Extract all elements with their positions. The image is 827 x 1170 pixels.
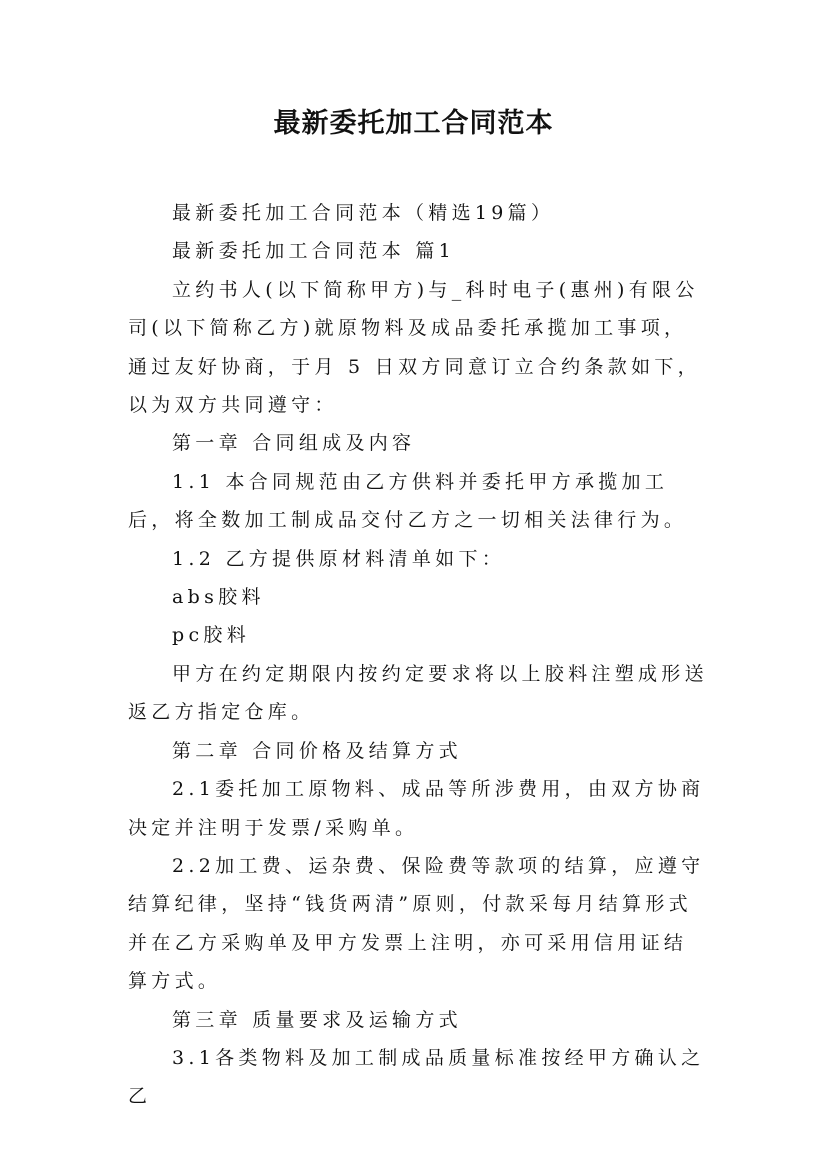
paragraph: 立约书人(以下简称甲方)与_科时电子(惠州)有限公司(以下简称乙方)就原物料及成品委托承揽加工事项，通过友好协商，于月 5 日双方同意订立合约条款如下，以为双方共同遵守： [128,278,701,417]
paragraph: 1.2 乙方提供原材料清单如下： [172,547,506,570]
chapter-heading: 第三章 质量要求及运输方式 [172,1008,462,1031]
paragraph: 2.1委托加工原物料、成品等所涉费用，由双方协商决定并注明于发票/采购单。 [128,778,705,839]
list-item: pc胶料 [172,624,251,647]
list-item: abs胶料 [172,586,265,609]
document-title: 最新委托加工合同范本 [273,108,554,139]
paragraph: 2.2加工费、运杂费、保险费等款项的结算，应遵守结算纪律，坚持“钱货两清”原则，付款采每月结算形式并在乙方采购单及甲方发票上注明，亦可采用信用证结算方式。 [128,854,705,993]
paragraph: 1.1 本合同规范由乙方供料并委托甲方承揽加工后，将全数加工制成品交付乙方之一切相关法律行为。 [128,470,688,532]
paragraph: 3.1各类物料及加工制成品质量标准按经甲方确认之乙 [128,1046,705,1108]
document-body [128,194,708,1116]
paragraph: 甲方在约定期限内按约定要求将以上胶料注塑成形送返乙方指定仓库。 [128,662,708,724]
chapter-heading: 第一章 合同组成及内容 [172,432,416,455]
paragraph: 最新委托加工合同范本 篇1 [172,240,456,263]
chapter-heading: 第二章 合同价格及结算方式 [172,739,462,762]
paragraph: 最新委托加工合同范本（精选19篇） [172,202,555,224]
